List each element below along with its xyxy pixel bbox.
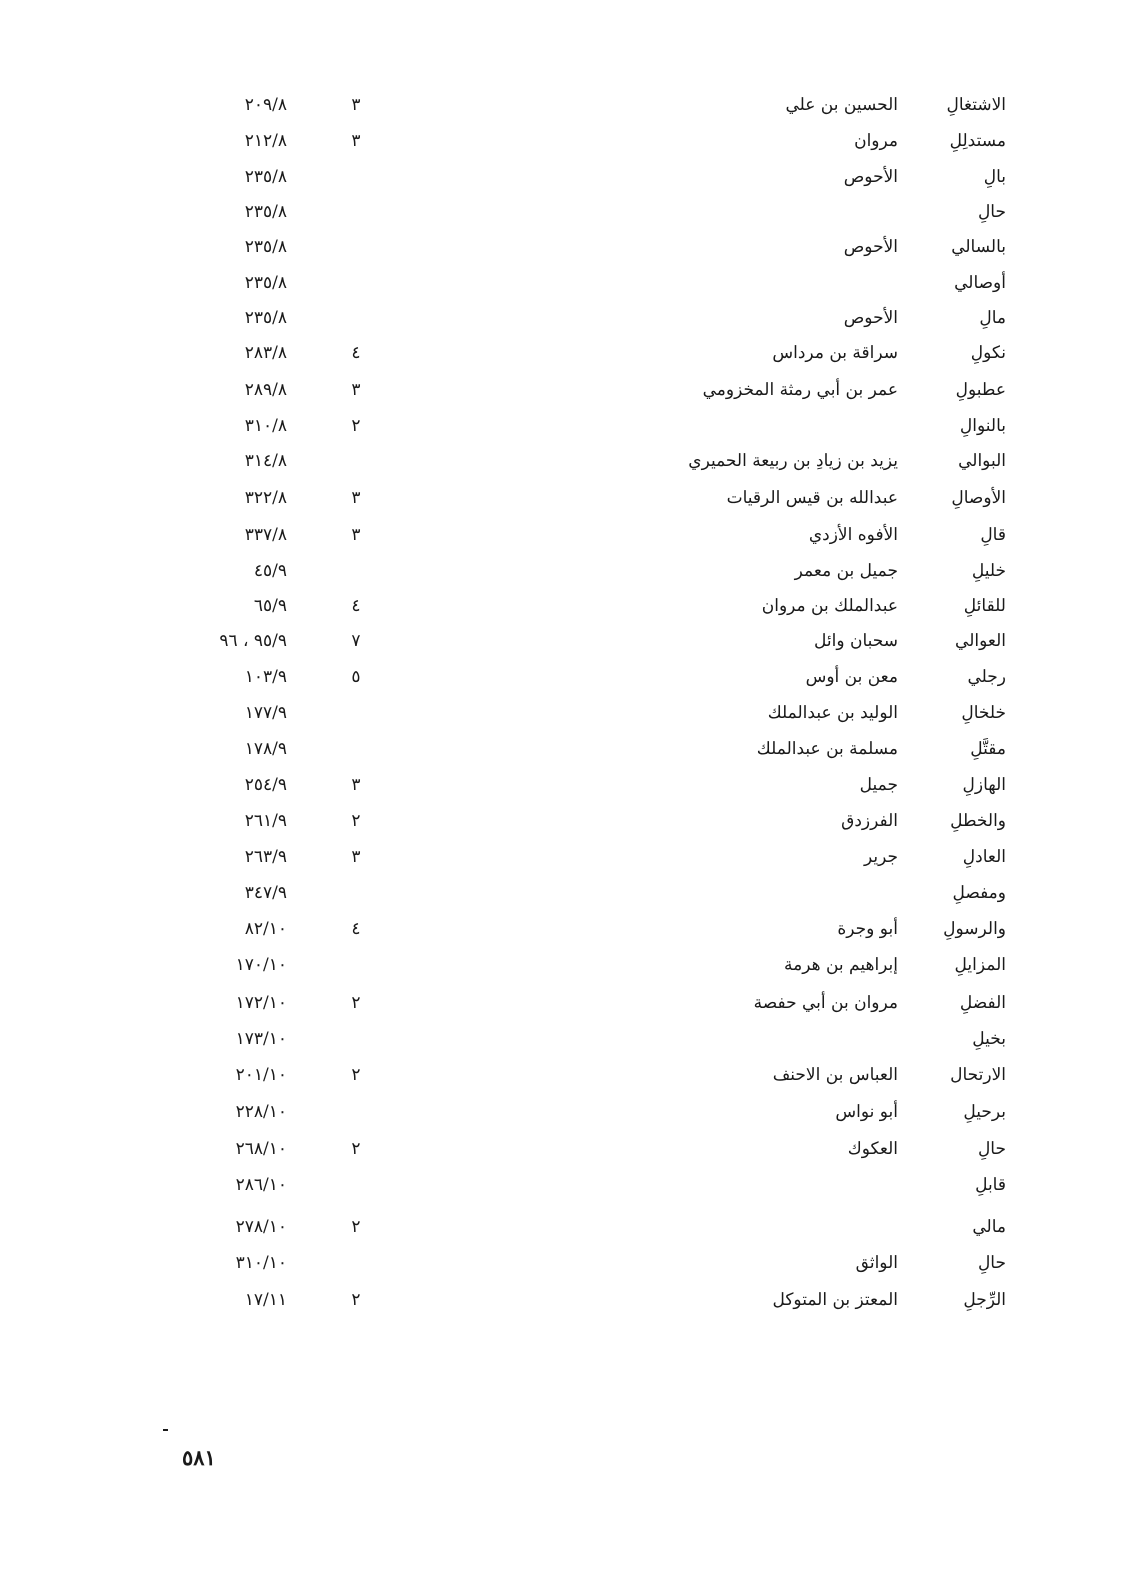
volume-page-ref: ٢٨٩/٨: [244, 380, 287, 400]
volume-page-ref: ١٧٢/١٠: [235, 993, 287, 1013]
volume-page-ref: ١٧/١١: [244, 1290, 287, 1310]
poet-name: الأحوص: [843, 237, 898, 257]
rhyme-word: عطبولِ: [955, 380, 1006, 400]
verse-count: ٣: [351, 95, 361, 115]
volume-page-ref: ٦٥/٩: [253, 596, 287, 616]
index-row: [0, 266, 1123, 300]
volume-page-ref: ٢٢٨/١٠: [235, 1102, 287, 1122]
index-row: [0, 768, 1123, 802]
verse-count: ٥: [351, 667, 361, 687]
verse-count: ٤: [351, 596, 361, 616]
index-row: [0, 444, 1123, 478]
volume-page-ref: ١٧٠/١٠: [235, 955, 287, 975]
poet-name: سحبان وائل: [814, 631, 898, 651]
page-mark: [163, 1429, 168, 1431]
volume-page-ref: ٢٠٩/٨: [244, 95, 287, 115]
rhyme-word: مالي: [972, 1217, 1006, 1237]
index-row: [0, 336, 1123, 370]
poet-name: عبدالله بن قيس الرقيات: [726, 488, 898, 508]
index-row: [0, 1022, 1123, 1056]
index-row: [0, 160, 1123, 194]
rhyme-word: بالسالي: [951, 237, 1006, 257]
poet-name: الوليد بن عبدالملك: [767, 703, 898, 723]
verse-count: ٢: [351, 1065, 361, 1085]
volume-page-ref: ٢٦٨/١٠: [235, 1139, 287, 1159]
verse-count: ٢: [351, 1217, 361, 1237]
volume-page-ref: ٢٣٥/٨: [244, 308, 287, 328]
rhyme-word: خليلِ: [971, 561, 1006, 581]
index-row: [0, 804, 1123, 838]
volume-page-ref: ٢٨٣/٨: [244, 343, 287, 363]
index-row: [0, 589, 1123, 623]
verse-count: ٢: [351, 1139, 361, 1159]
index-row: [0, 88, 1123, 122]
index-row: [0, 1246, 1123, 1280]
verse-count: ٤: [351, 919, 361, 939]
poet-name: مروان: [854, 131, 898, 151]
volume-page-ref: ٢١٢/٨: [244, 131, 287, 151]
index-row: [0, 1210, 1123, 1244]
page-number: ٥٨١: [182, 1445, 216, 1470]
volume-page-ref: ٢٦٣/٩: [244, 847, 287, 867]
index-row: [0, 948, 1123, 982]
rhyme-word: مقتَّلِ: [970, 739, 1006, 759]
poet-name: سراقة بن مرداس: [772, 343, 898, 363]
poet-name: العباس بن الاحنف: [772, 1065, 898, 1085]
rhyme-word: بالِ: [983, 167, 1006, 187]
poet-name: جرير: [864, 847, 898, 867]
rhyme-word: نكولِ: [970, 343, 1006, 363]
verse-count: ٣: [351, 525, 361, 545]
rhyme-word: والخطلِ: [950, 811, 1006, 831]
index-row: [0, 840, 1123, 874]
verse-count: ٤: [351, 343, 361, 363]
verse-count: ٣: [351, 131, 361, 151]
index-row: [0, 373, 1123, 407]
verse-count: ٢: [351, 993, 361, 1013]
verse-count: ٢: [351, 1290, 361, 1310]
volume-page-ref: ١٧٧/٩: [244, 703, 287, 723]
index-row: [0, 660, 1123, 694]
rhyme-word: للقائلِ: [963, 596, 1006, 616]
index-row: [0, 876, 1123, 910]
verse-count: ٣: [351, 488, 361, 508]
volume-page-ref: ٣٣٧/٨: [244, 525, 287, 545]
index-row: [0, 554, 1123, 588]
volume-page-ref: ١٠٣/٩: [244, 667, 287, 687]
rhyme-word: الرِّجلِ: [963, 1290, 1006, 1310]
poet-name: الأحوص: [843, 308, 898, 328]
poet-name: الأفوه الأزدي: [808, 525, 898, 545]
volume-page-ref: ١٧٣/١٠: [235, 1029, 287, 1049]
verse-count: ٣: [351, 775, 361, 795]
rhyme-word: أوصالي: [954, 273, 1006, 293]
index-row: [0, 912, 1123, 946]
rhyme-word: الاشتغالِ: [946, 95, 1006, 115]
rhyme-word: برحيلِ: [963, 1102, 1006, 1122]
index-row: [0, 696, 1123, 730]
volume-page-ref: ٣١٠/٨: [244, 416, 287, 436]
volume-page-ref: ٢٣٥/٨: [244, 237, 287, 257]
poet-name: عبدالملك بن مروان: [761, 596, 898, 616]
volume-page-ref: ٢٠١/١٠: [235, 1065, 287, 1085]
volume-page-ref: ٣١٠/١٠: [235, 1253, 287, 1273]
rhyme-word: حالِ: [977, 1253, 1006, 1273]
poet-name: العكوك: [847, 1139, 898, 1159]
poet-name: الأحوص: [843, 167, 898, 187]
rhyme-word: قابلِ: [975, 1175, 1006, 1195]
volume-page-ref: ٨٢/١٠: [244, 919, 287, 939]
poet-name: جميل: [859, 775, 898, 795]
rhyme-word: والرسولِ: [943, 919, 1006, 939]
poet-name: الحسين بن علي: [785, 95, 898, 115]
poet-name: الواثق: [855, 1253, 898, 1273]
poet-name: إبراهيم بن هرمة: [783, 955, 898, 975]
volume-page-ref: ٢٣٥/٨: [244, 167, 287, 187]
poet-name: أبو وجرة: [837, 919, 898, 939]
poet-name: مسلمة بن عبدالملك: [756, 739, 898, 759]
rhyme-word: خلخالِ: [961, 703, 1006, 723]
volume-page-ref: ٢٨٦/١٠: [235, 1175, 287, 1195]
rhyme-word: البوالي: [958, 451, 1006, 471]
rhyme-word: المزايلِ: [954, 955, 1006, 975]
index-row: [0, 230, 1123, 264]
volume-page-ref: ٣٤٧/٩: [244, 883, 287, 903]
index-row: [0, 986, 1123, 1020]
rhyme-word: حالِ: [977, 1139, 1006, 1159]
poet-name: أبو نواس: [835, 1102, 898, 1122]
rhyme-word: رجلي: [967, 667, 1006, 687]
index-row: [0, 409, 1123, 443]
index-row: [0, 301, 1123, 335]
rhyme-word: بخيلِ: [972, 1029, 1006, 1049]
index-row: [0, 1168, 1123, 1202]
rhyme-word: الأوصالِ: [951, 488, 1006, 508]
index-row: [0, 1283, 1123, 1317]
rhyme-word: مالِ: [979, 308, 1006, 328]
rhyme-word: الفضلِ: [959, 993, 1006, 1013]
volume-page-ref: ٢٦١/٩: [244, 811, 287, 831]
poet-name: جميل بن معمر: [794, 561, 898, 581]
volume-page-ref: ٤٥/٩: [253, 561, 287, 581]
index-row: [0, 124, 1123, 158]
volume-page-ref: ٢٧٨/١٠: [235, 1217, 287, 1237]
rhyme-word: قالِ: [980, 525, 1006, 545]
rhyme-word: العادلِ: [962, 847, 1006, 867]
verse-count: ٣: [351, 380, 361, 400]
volume-page-ref: ٢٣٥/٨: [244, 202, 287, 222]
rhyme-word: الارتحال: [950, 1065, 1006, 1085]
poet-name: مروان بن أبي حفصة: [753, 993, 898, 1013]
poet-name: عمر بن أبي رمثة المخزومي: [702, 380, 898, 400]
volume-page-ref: ٢٥٤/٩: [244, 775, 287, 795]
poet-name: يزيد بن زيادِ بن ربيعة الحميري: [688, 451, 898, 471]
volume-page-ref: ٣٢٢/٨: [244, 488, 287, 508]
index-row: [0, 1095, 1123, 1129]
verse-count: ٢: [351, 416, 361, 436]
index-row: [0, 518, 1123, 552]
poet-name: المعتز بن المتوكل: [772, 1290, 898, 1310]
rhyme-word: الهازلِ: [962, 775, 1006, 795]
verse-count: ٢: [351, 811, 361, 831]
volume-page-ref: ٢٣٥/٨: [244, 273, 287, 293]
index-row: [0, 481, 1123, 515]
index-row: [0, 195, 1123, 229]
rhyme-word: مستدلِلِ: [949, 131, 1006, 151]
volume-page-ref: ٩٥/٩ ، ٩٦: [219, 631, 287, 651]
poet-name: معن بن أوس: [805, 667, 898, 687]
verse-count: ٧: [351, 631, 361, 651]
index-row: [0, 624, 1123, 658]
rhyme-word: بالنوالِ: [959, 416, 1006, 436]
volume-page-ref: ٣١٤/٨: [244, 451, 287, 471]
rhyme-word: العوالي: [955, 631, 1006, 651]
rhyme-word: حالِ: [977, 202, 1006, 222]
index-row: [0, 1058, 1123, 1092]
rhyme-word: ومفصلِ: [952, 883, 1006, 903]
poet-name: الفرزدق: [841, 811, 898, 831]
volume-page-ref: ١٧٨/٩: [244, 739, 287, 759]
verse-count: ٣: [351, 847, 361, 867]
index-row: [0, 732, 1123, 766]
index-row: [0, 1132, 1123, 1166]
